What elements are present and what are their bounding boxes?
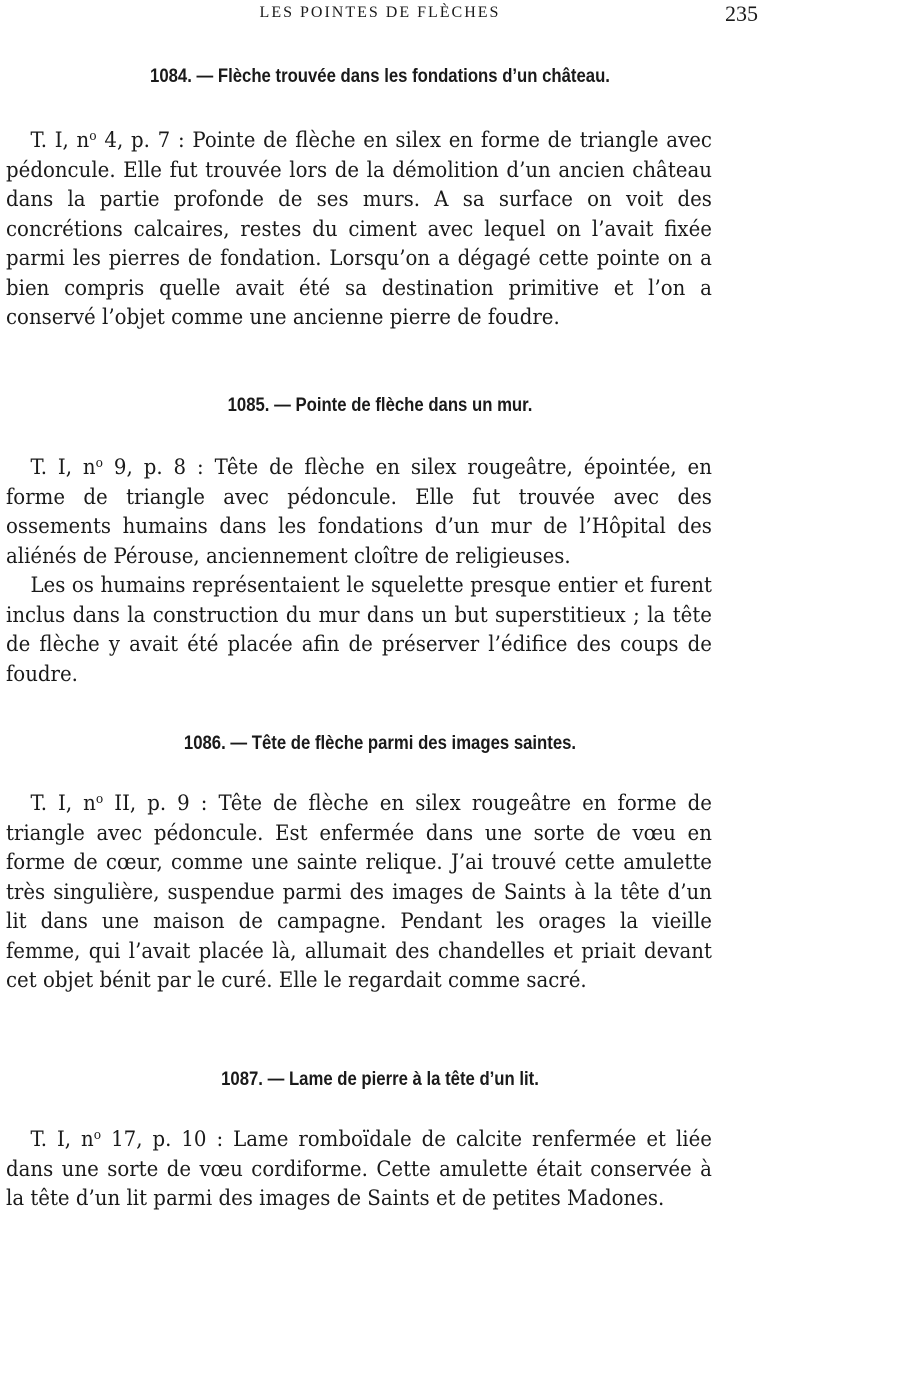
paragraph-text: Pointe de flèche en silex en forme de triangle avec pédoncule. Elle fut trouvée lors de la démolition d’un ancien château dans la partie profonde de ses murs. A sa surface on voit des concrétions calcaires, restes du ciment avec lequel on l’avait fixée parmi les pierres de fondation. Lorsqu’on a dégagé cette pointe on a bien compris quelle avait été sa destination primitive et l’on a conservé l’objet comme une ancienne pierre de foudre. <box>6 128 712 329</box>
entry-heading-1086 <box>46 733 715 755</box>
entry-heading-1087 <box>46 1069 715 1091</box>
entry-heading-1084 <box>46 66 715 88</box>
ref-prefix: T. I, n <box>30 455 96 479</box>
paragraph <box>6 126 712 333</box>
ref-rest: 17, p. 10 : <box>101 1127 234 1151</box>
entry-number: 1085. <box>227 395 270 416</box>
page-number: 235 <box>725 1 758 26</box>
entry-title: — Flèche trouvée dans les fondations d’un château. <box>196 66 610 87</box>
entry-body-1085 <box>6 453 712 689</box>
paragraph-text: Tête de flèche en silex rougeâtre en forme de triangle avec pédoncule. Est enfermée dans une sorte de vœu en forme de cœur, comme une sainte relique. J’ai trouvé cette amulette très singulière, suspendue parmi des images de Saints à la tête d’un lit dans une maison de campagne. Pendant les orages la vieille femme, qui l’avait placée là, allumait des chandelles et priait devant cet objet bénit par le curé. Elle le regardait comme sacré. <box>6 791 712 992</box>
ref-superscript: o <box>93 1128 102 1143</box>
entry-heading-1085 <box>46 395 715 417</box>
ref-superscript: o <box>95 456 103 471</box>
entry-body-1084 <box>6 126 712 333</box>
running-header <box>0 3 900 25</box>
entry-title: — Lame de pierre à la tête d’un lit. <box>267 1069 539 1090</box>
entry-number: 1087. <box>221 1069 263 1090</box>
entry-body-1087 <box>6 1125 712 1214</box>
ref-rest: 9, p. 8 : <box>102 455 215 479</box>
paragraph-text: Tête de flèche en silex rougeâtre, épointée, en forme de triangle avec pédoncule. Elle fut trouvée avec des ossements humains dans les fondations d’un mur de l’Hôpital des aliénés de Pérouse, anciennement cloître de religieuses. <box>6 455 712 568</box>
ref-rest: II, p. 9 : <box>103 791 219 815</box>
ref-superscript: o <box>89 129 97 144</box>
ref-superscript: o <box>95 792 104 807</box>
ref-prefix: T. I, n <box>30 128 90 152</box>
ref-rest: 4, p. 7 : <box>96 128 193 152</box>
paragraph: Les os humains représentaient le squelette presque entier et furent inclus dans la construction du mur dans un but superstitieux ; la tête de flèche y avait été placée afin de préserver l’édifice des coups de foudre. <box>6 573 712 686</box>
running-title: LES POINTES DE FLÈCHES <box>259 4 501 21</box>
ref-prefix: T. I, n <box>30 1127 94 1151</box>
ref-prefix: T. I, n <box>30 791 96 815</box>
entry-title: — Pointe de flèche dans un mur. <box>274 395 533 416</box>
paragraph <box>6 1125 712 1214</box>
entry-title: — Tête de flèche parmi des images saintes. <box>230 733 577 754</box>
entry-body-1086 <box>6 789 712 996</box>
paragraph <box>6 453 712 571</box>
entry-number: 1086. <box>183 733 226 754</box>
entry-number: 1084. <box>150 66 192 87</box>
paragraph-text: Lame romboïdale de calcite renfermée et liée dans une sorte de vœu cordiforme. Cette amulette était conservée à la tête d’un lit parmi des images de Saints et de petites Madones. <box>6 1127 712 1210</box>
paragraph <box>6 789 712 996</box>
